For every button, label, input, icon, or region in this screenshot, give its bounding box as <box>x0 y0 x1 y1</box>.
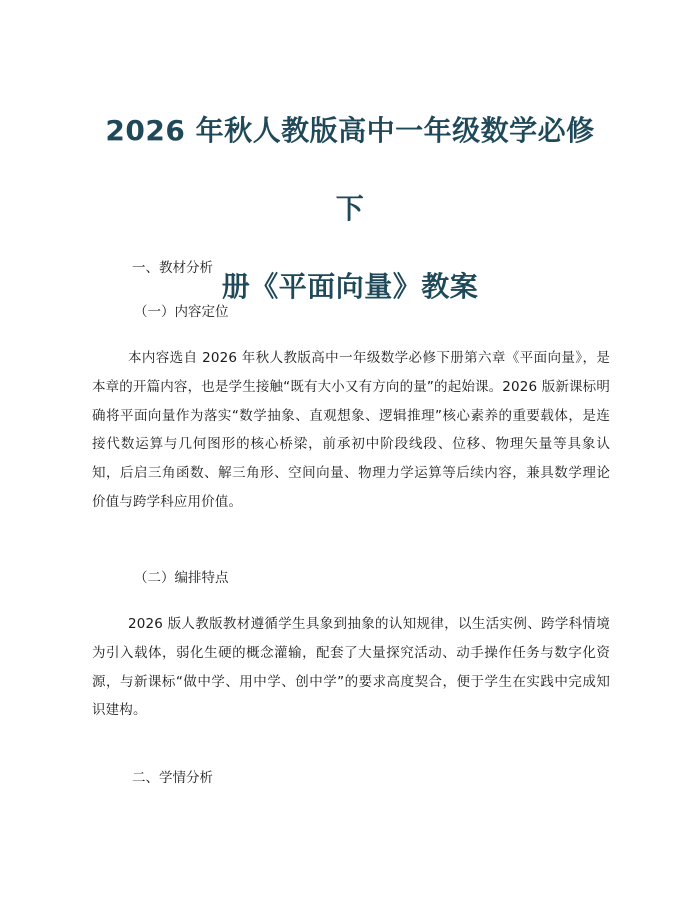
section-heading-2: 二、学情分析 <box>132 770 213 786</box>
subsection-heading-1: （一）内容定位 <box>134 304 229 320</box>
section-heading-1: 一、教材分析 <box>132 260 213 276</box>
paragraph-content-position: 本内容选自 2026 年秋人教版高中一年级数学必修下册第六章《平面向量》，是本章的开篇内容，也是学生接触“既有大小又有方向的量”的起始课。2026 版新课标明确将平面向量作为落实“数学抽象、直观想象、逻辑推理”核心素养的重要载体，是连接代数运算与几何图形的核心桥梁，前承初中阶段线段、位移、物理矢量等具象认知，后启三角函数、解三角形、空间向量、物理力学运算等后续内容，兼具数学理论价值与跨学科应用价值。 <box>92 350 610 510</box>
paragraph-layout-features: 2026 版人教版教材遵循学生具象到抽象的认知规律，以生活实例、跨学科情境为引入载体，弱化生硬的概念灌输，配套了大量探究活动、动手操作任务与数字化资源，与新课标“做中学、用中学、创中学”的要求高度契合，便于学生在实践中完成知识建构。 <box>92 616 610 719</box>
subsection-heading-2: （二）编排特点 <box>134 570 229 586</box>
title-line-2: 册《平面向量》教案 <box>221 270 479 303</box>
title-line-1: 2026 年秋人教版高中一年级数学必修下 <box>105 114 595 225</box>
